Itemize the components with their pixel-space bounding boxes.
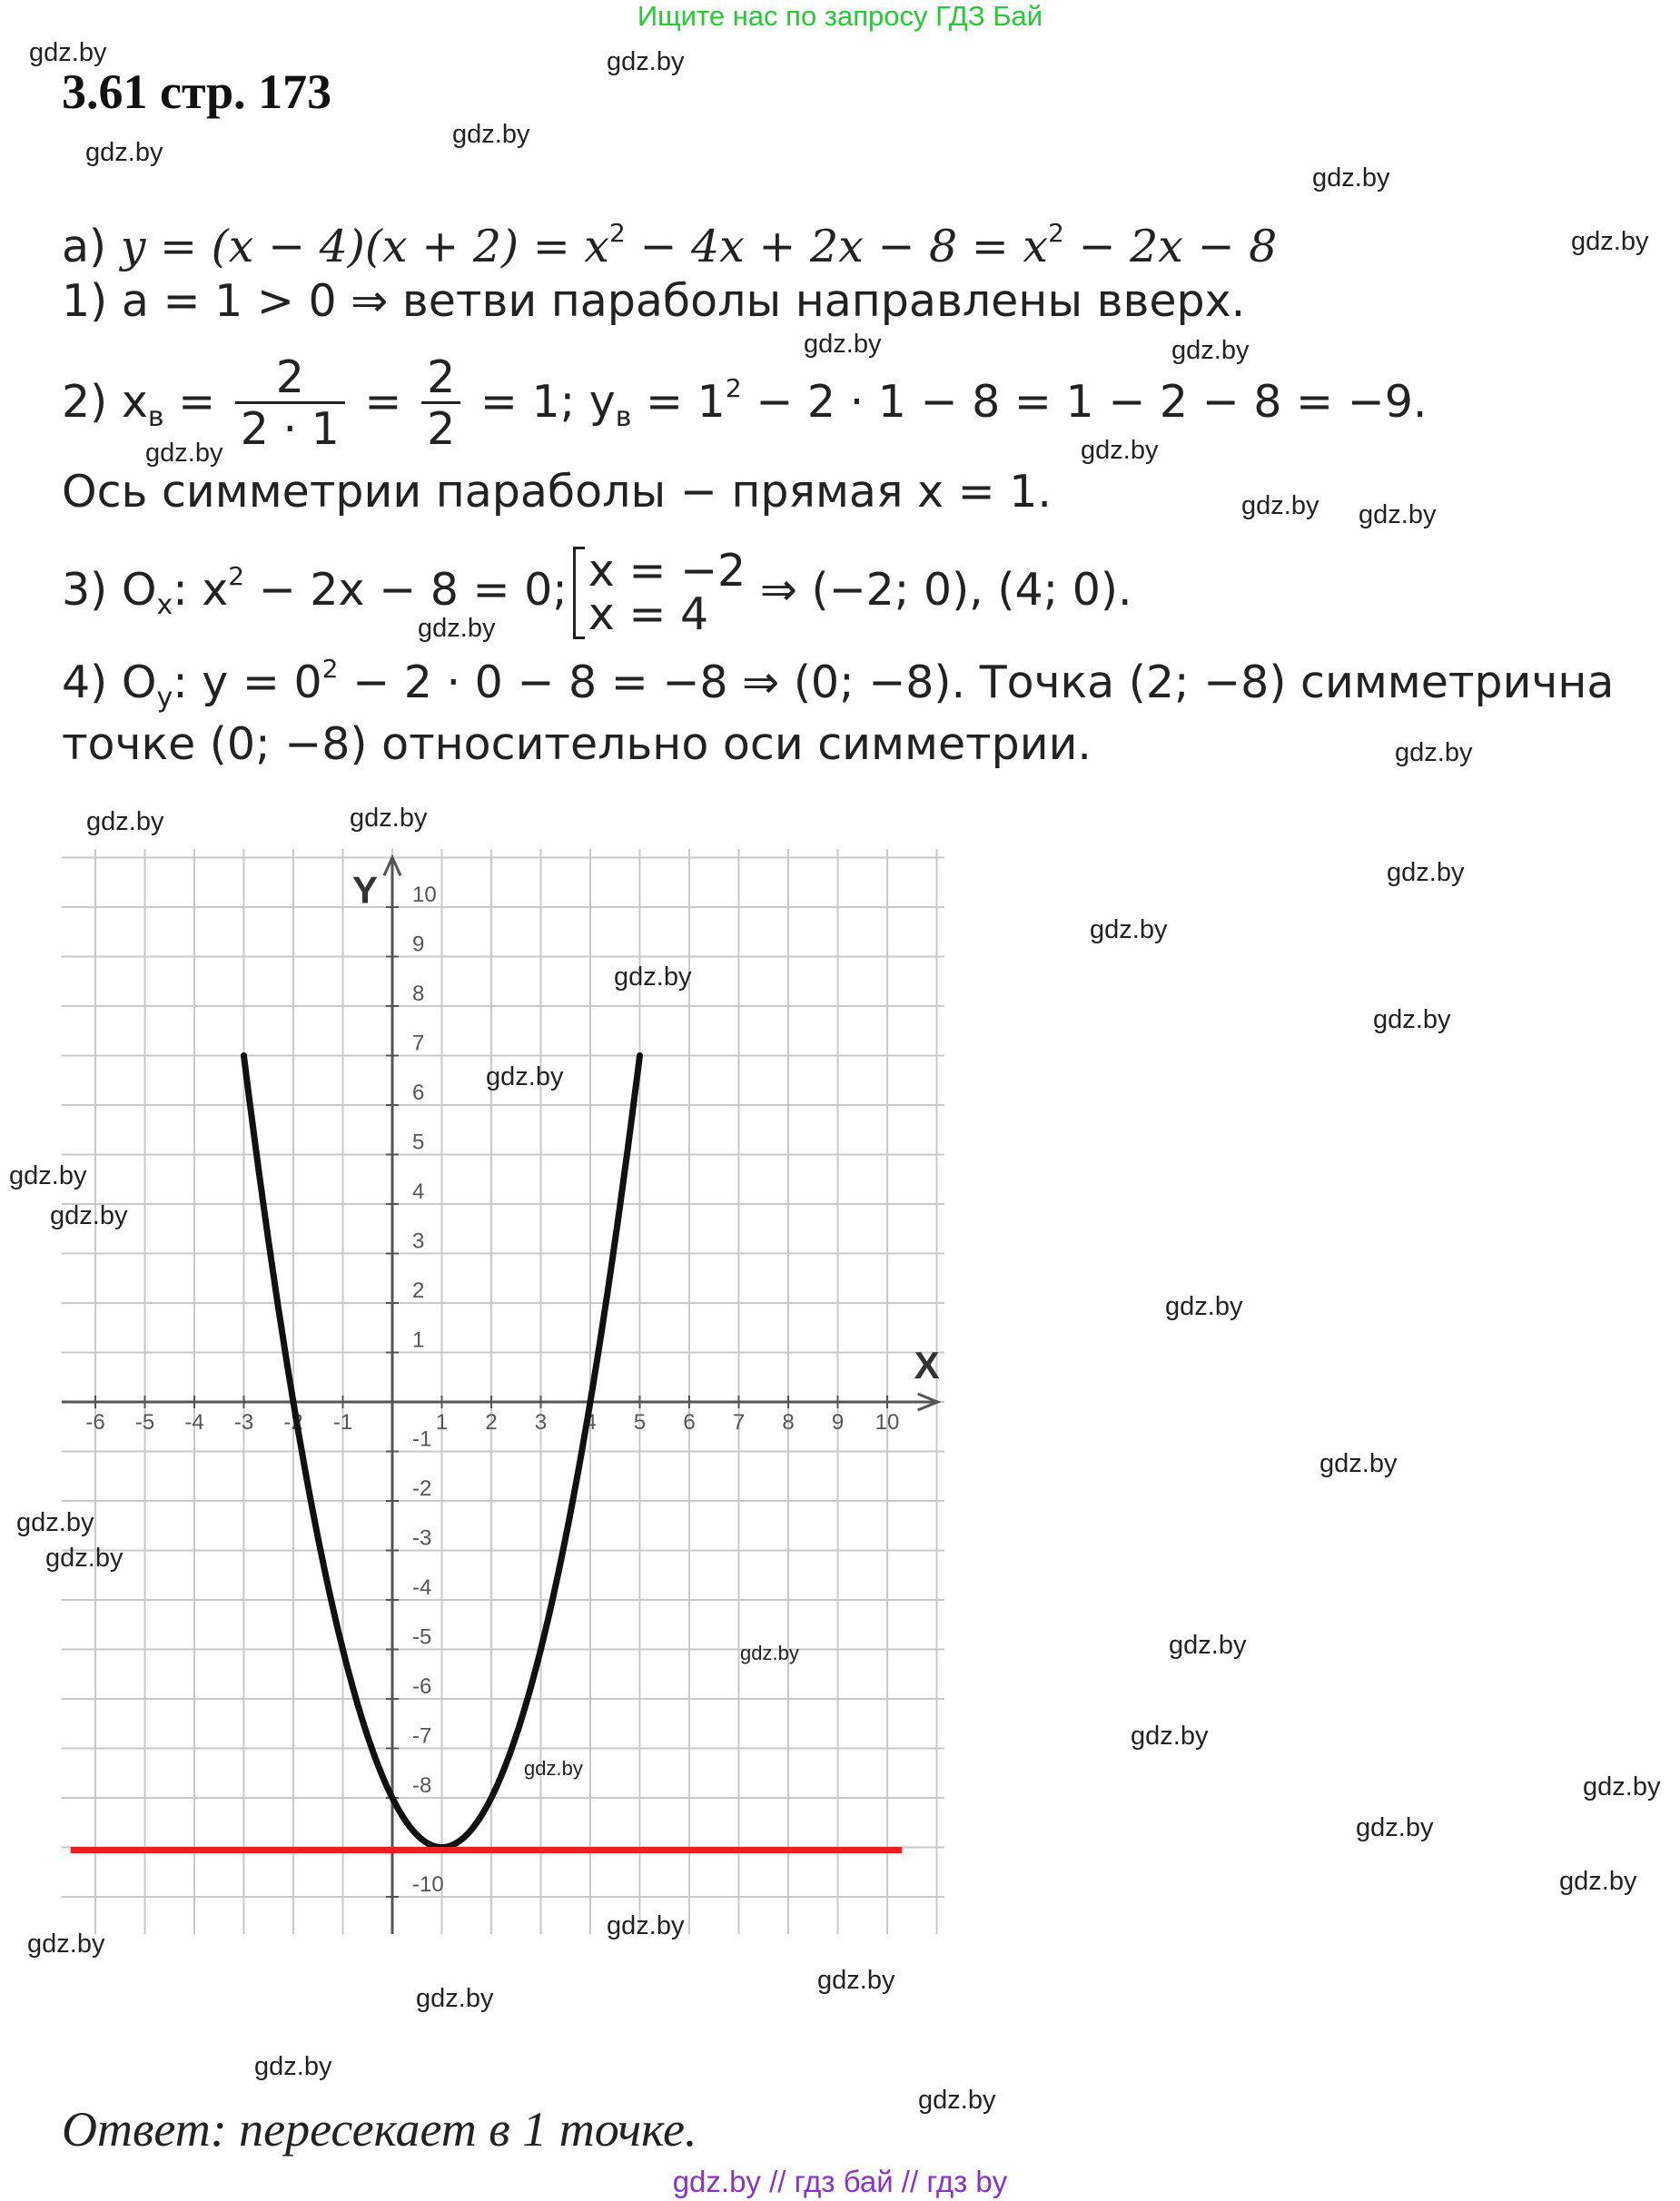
y-tick-label: -6 [412,1674,432,1699]
solution-line-1: 1) a = 1 > 0 ⇒ ветви параболы направлены вверх. [62,275,1246,327]
watermark-text: gdz.by [350,804,428,833]
y-tick-label: 8 [412,982,425,1006]
x-tick-label: -5 [134,1410,155,1435]
solution-line-axis: Ось симметрии параболы − прямая x = 1. [62,466,1052,518]
fraction-numerator: 2 [421,354,460,404]
line-2-rest3: − 2 · 1 − 8 = 1 − 2 − 8 = −9. [741,376,1428,428]
exercise-heading: 3.61 стр. 173 [62,64,332,119]
x-tick-label: 7 [732,1410,746,1435]
line-2-eq: = [163,376,230,428]
line-3-prefix: 3) O [62,564,157,616]
line-2-rest2: = 1 [631,376,726,428]
x-tick-label: 9 [831,1410,845,1435]
y-tick-label: 7 [412,1031,425,1056]
line-a-expr1: y = (x − 4)(x + 2) = x [120,221,609,272]
line-2-prefix: 2) x [62,376,148,428]
watermark-text: gdz.by [1571,227,1649,256]
watermark-text: gdz.by [85,138,163,167]
watermark-text: gdz.by [452,120,530,149]
line-a-power1: 2 [608,218,626,248]
line-a-prefix: а) [62,221,121,272]
watermark-text: gdz.by [1165,1292,1243,1321]
watermark-text: gdz.by [1131,1722,1209,1751]
line-2-sub-v: в [147,401,164,433]
x-tick-label: -6 [85,1410,105,1435]
footer-links: gdz.by // гдз бай // гдз by [672,2165,1008,2198]
watermark-text: gdz.by [1312,163,1390,192]
watermark-text: gdz.by [607,47,685,76]
watermark-text: gdz.by [1359,500,1437,529]
system-row-1: x = −2 [588,544,746,597]
line-3-power: 2 [228,561,245,591]
y-tick-label: -4 [412,1575,432,1600]
x-tick-label: 10 [875,1410,900,1435]
y-axis-label: Y [352,868,379,912]
x-tick-label: 6 [683,1410,696,1435]
watermark-text: gdz.by [1373,1005,1451,1034]
line-3-result: ⇒ (−2; 0), (4; 0). [759,564,1132,616]
watermark-text: gdz.by [918,2086,996,2115]
watermark-text: gdz.by [50,1201,128,1230]
x-tick-label: 5 [633,1410,647,1435]
y-tick-label: 10 [412,883,437,907]
line-a-expr2: − 4x + 2x − 8 = x [625,221,1049,272]
watermark-text: gdz.by [16,1508,94,1537]
watermark-text: gdz.by [1081,436,1159,465]
fraction-denominator: 2 · 1 [240,403,340,455]
y-tick-label: -8 [412,1773,432,1798]
y-tick-label: -10 [412,1872,444,1897]
watermark-text: gdz.by [418,614,496,643]
y-tick-label: 3 [412,1229,425,1254]
answer-text: Ответ: пересекает в 1 точке. [62,2102,697,2157]
x-tick-label: 2 [485,1410,498,1435]
line-2-power: 2 [725,373,742,403]
watermark-text: gdz.by [1319,1449,1398,1478]
watermark-text: gdz.by [29,38,107,67]
y-tick-label: -3 [412,1525,432,1551]
line-2-sub-v2: в [615,401,632,433]
y-tick-label: -2 [412,1476,432,1501]
x-tick-label: -2 [283,1410,303,1435]
x-axis-label: X [914,1344,940,1387]
line-4-prefix: 4) O [62,656,157,708]
y-tick-label: 5 [412,1130,425,1155]
search-banner: Ищите нас по запросу ГДЗ Бай [637,0,1043,32]
watermark-text: gdz.by [1241,491,1319,520]
watermark-text: gdz.by [607,1911,685,1940]
watermark-text: gdz.by [817,1966,895,1995]
watermark-text: gdz.by [1395,738,1473,767]
line-2-rest1: = 1; y [466,376,616,428]
watermark-text: gdz.by [524,1757,583,1780]
watermark-text: gdz.by [86,807,164,836]
x-tick-label: 3 [534,1410,548,1435]
watermark-text: gdz.by [254,2052,332,2081]
watermark-text: gdz.by [1583,1772,1661,1801]
watermark-text: gdz.by [1090,915,1168,944]
watermark-text: gdz.by [614,962,692,992]
line-4-sub: y [156,682,173,714]
line-4-rest: − 2 · 0 − 8 = −8 ⇒ (0; −8). Точка (2; −8) симметрична [338,656,1615,708]
watermark-text: gdz.by [27,1930,105,1959]
y-tick-label: 1 [412,1328,425,1353]
y-tick-label: -7 [412,1723,432,1749]
watermark-text: gdz.by [1169,1631,1247,1660]
system-row-2: x = 4 [588,587,709,640]
watermark-text: gdz.by [416,1984,494,2013]
solution-line-5: точке (0; −8) относительно оси симметрии. [62,718,1092,770]
watermark-text: gdz.by [1171,336,1250,365]
y-tick-label: 9 [412,932,425,957]
watermark-text: gdz.by [9,1161,87,1190]
watermark-text: gdz.by [145,439,223,468]
watermark-text: gdz.by [486,1062,564,1091]
watermark-text: gdz.by [45,1544,124,1573]
fraction-denominator: 2 [427,403,456,455]
watermark-text: gdz.by [1387,858,1465,887]
y-tick-label: 6 [412,1081,425,1105]
x-tick-label: -3 [233,1410,254,1435]
x-tick-label: 4 [584,1410,597,1435]
y-tick-label: 4 [412,1179,425,1204]
line-a-expr3: − 2x − 8 [1063,221,1278,272]
line-3-eq: : x [173,564,229,616]
line-4-eq: : y = 0 [173,656,322,708]
y-tick-label: -1 [412,1426,432,1452]
line-3-rest: − 2x − 8 = 0; [244,564,568,616]
y-tick-label: -5 [412,1624,432,1650]
watermark-text: gdz.by [1559,1867,1637,1896]
x-tick-label: -4 [184,1410,204,1435]
x-tick-label: -1 [332,1410,353,1435]
line-a-power2: 2 [1048,218,1064,248]
fraction-numerator: 2 [235,354,345,404]
x-tick-label: 8 [782,1410,795,1435]
watermark-text: gdz.by [1356,1813,1434,1842]
line-4-power: 2 [321,654,339,684]
line-2-eq2: = [350,376,417,428]
line-3-sub: x [156,589,173,621]
y-tick-label: 2 [412,1278,425,1303]
watermark-text: gdz.by [740,1642,799,1664]
x-tick-label: 1 [435,1410,449,1435]
watermark-text: gdz.by [804,330,882,359]
